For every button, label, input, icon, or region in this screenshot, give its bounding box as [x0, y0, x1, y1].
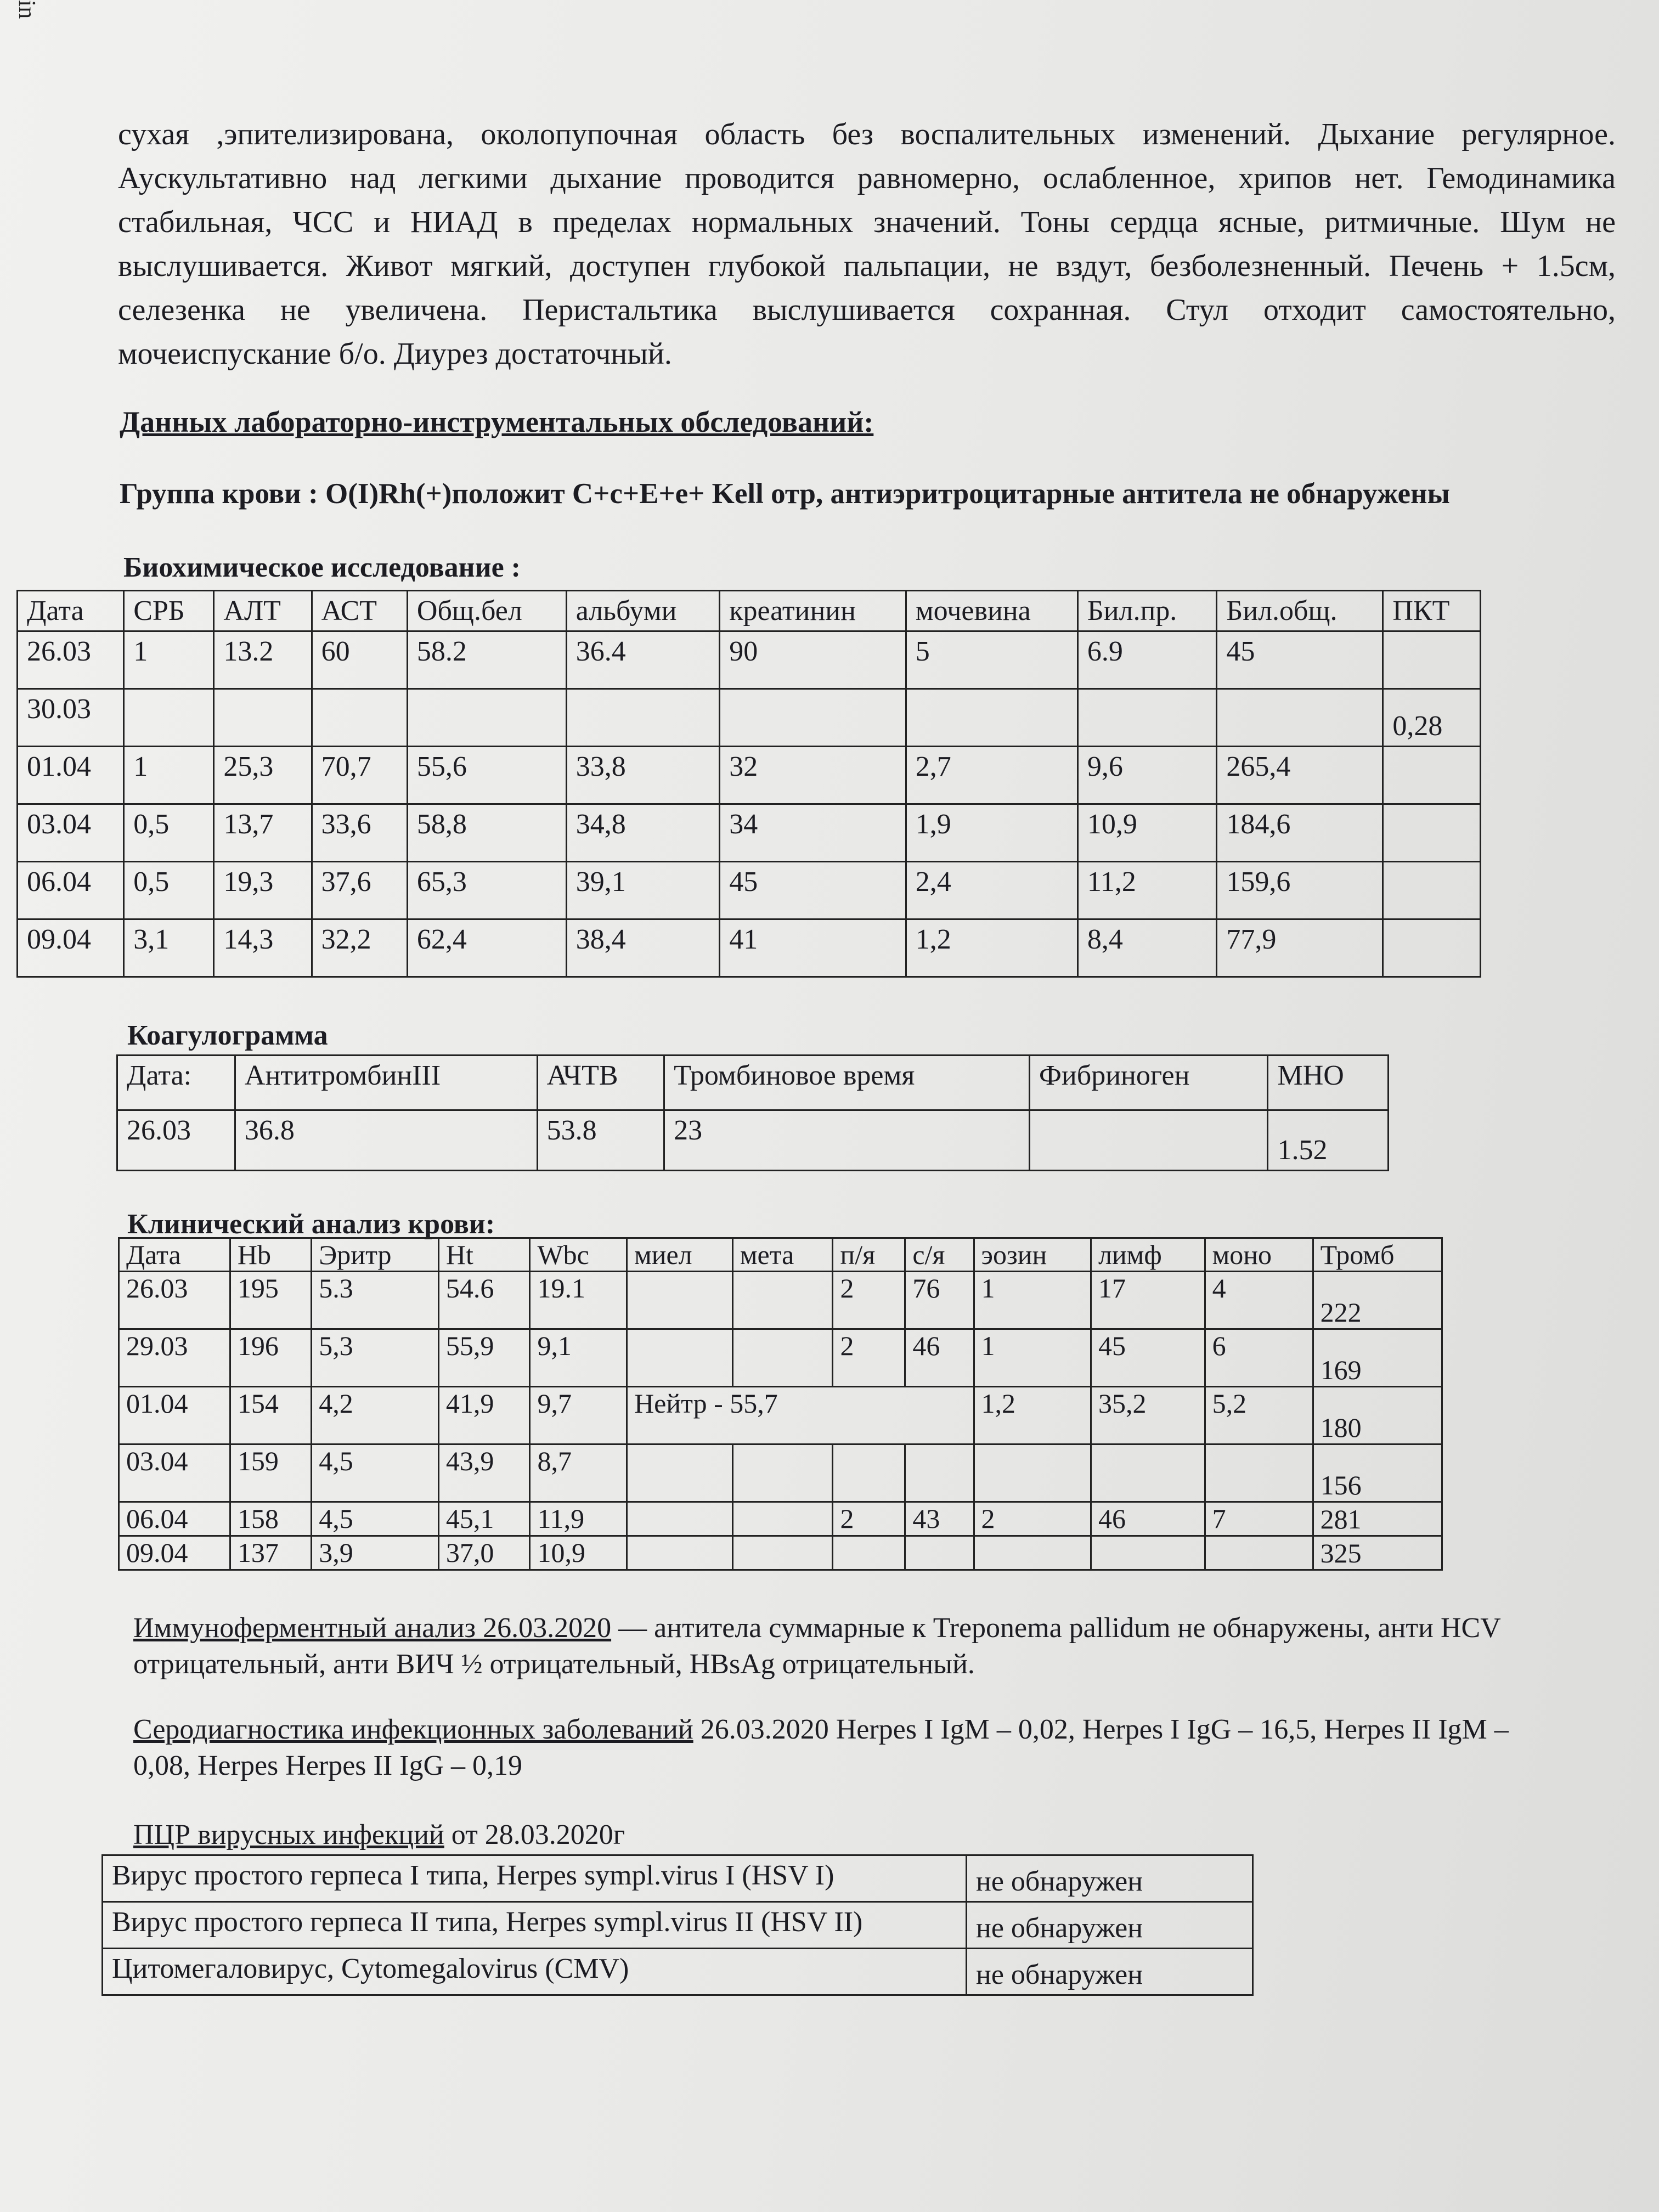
cbc-cell [1205, 1444, 1313, 1502]
biochem-cell: 159,6 [1217, 862, 1383, 919]
biochem-cell: 34 [720, 804, 906, 862]
biochem-cell: 36.4 [566, 631, 719, 689]
cbc-cell: 137 [230, 1536, 311, 1570]
cbc-cell: 54.6 [438, 1272, 530, 1329]
biochem-cell [1383, 747, 1481, 804]
cbc-cell: 06.04 [119, 1502, 230, 1536]
biochem-cell: 65,3 [407, 862, 566, 919]
biochem-cell [407, 689, 566, 747]
biochem-cell: 184,6 [1217, 804, 1383, 862]
cbc-cell: 9,7 [530, 1387, 627, 1444]
biochem-cell: 37,6 [312, 862, 407, 919]
pcr-result-cell: не обнаружен [967, 1949, 1253, 1995]
cbc-cell: 11,9 [530, 1502, 627, 1536]
biochem-header-cell: Дата [18, 591, 124, 631]
biochem-cell: 9,6 [1077, 747, 1217, 804]
cbc-row [119, 1272, 1442, 1329]
cbc-header-cell: Hb [230, 1238, 311, 1272]
coag-cell: 1.52 [1268, 1110, 1389, 1171]
biochem-cell: 1,2 [906, 919, 1077, 977]
biochem-cell: 2,4 [906, 862, 1077, 919]
cbc-header-cell: Wbc [530, 1238, 627, 1272]
pcr-result-cell: не обнаружен [967, 1855, 1253, 1902]
pcr-virus-cell: Вирус простого герпеса II типа, Herpes sympl.virus II (HSV II) [103, 1902, 967, 1949]
biochem-header-cell: АЛТ [214, 591, 312, 631]
cbc-cell: 1 [974, 1329, 1091, 1387]
cbc-cell: 6 [1205, 1329, 1313, 1387]
coag-header-row [117, 1056, 1389, 1110]
biochem-cell: 45 [720, 862, 906, 919]
cbc-cell [905, 1444, 974, 1502]
cbc-cell: 55,9 [438, 1329, 530, 1387]
coag-header-cell: АЧТВ [537, 1056, 664, 1110]
biochem-cell: 0,5 [124, 804, 214, 862]
cbc-cell: 76 [905, 1272, 974, 1329]
biochem-header-cell: Общ.бел [407, 591, 566, 631]
cbc-cell: 35,2 [1091, 1387, 1205, 1444]
biochem-cell: 0,28 [1383, 689, 1481, 747]
cbc-cell: 1 [974, 1272, 1091, 1329]
cbc-cell: 3,9 [312, 1536, 439, 1570]
biochem-cell: 32 [720, 747, 906, 804]
cbc-cell: 196 [230, 1329, 311, 1387]
biochem-header-cell: креатинин [720, 591, 906, 631]
cbc-cell: 4 [1205, 1272, 1313, 1329]
pcr-heading [133, 1817, 901, 1853]
cbc-title: Клинический анализ крови: [127, 1209, 495, 1240]
pcr-row [103, 1902, 1253, 1949]
cbc-cell: 26.03 [119, 1272, 230, 1329]
sero-label: Серодиагностика инфекционных заболеваний [133, 1714, 693, 1745]
cbc-header-cell: эозин [974, 1238, 1091, 1272]
cbc-cell [627, 1444, 733, 1502]
cbc-cell: 4,5 [312, 1502, 439, 1536]
cbc-cell: 180 [1313, 1387, 1442, 1444]
coag-row [117, 1110, 1389, 1171]
biochem-cell [1383, 862, 1481, 919]
cbc-cell [833, 1536, 905, 1570]
biochem-cell: 41 [720, 919, 906, 977]
biochem-cell [1077, 689, 1217, 747]
cbc-cell: 43 [905, 1502, 974, 1536]
cbc-cell: 5.3 [312, 1272, 439, 1329]
edge-mark: in [14, 0, 41, 19]
biochem-cell [1383, 919, 1481, 977]
biochem-cell: 1 [124, 631, 214, 689]
biochem-header-cell: мочевина [906, 591, 1077, 631]
coag-cell: 26.03 [117, 1110, 235, 1171]
cbc-cell [732, 1444, 833, 1502]
ifa-text: — антитела суммарные к Treponema pallidum не обнаружены, анти HCV отрицательный, анти ВИЧ ½ отрицательный, HBsAg отрицательный. [133, 1612, 1500, 1680]
biochem-cell: 09.04 [18, 919, 124, 977]
coag-cell: 36.8 [235, 1110, 537, 1171]
coag-cell: 53.8 [537, 1110, 664, 1171]
cbc-row [119, 1502, 1442, 1536]
cbc-header-cell: лимф [1091, 1238, 1205, 1272]
biochem-cell: 3,1 [124, 919, 214, 977]
cbc-cell [1091, 1444, 1205, 1502]
biochem-cell: 30.03 [18, 689, 124, 747]
biochem-cell [566, 689, 719, 747]
biochem-cell: 70,7 [312, 747, 407, 804]
coag-header-cell: Дата: [117, 1056, 235, 1110]
biochem-cell: 55,6 [407, 747, 566, 804]
biochem-cell [124, 689, 214, 747]
biochem-cell [906, 689, 1077, 747]
pcr-virus-cell: Цитомегаловирус, Cytomegalovirus (CMV) [103, 1949, 967, 1995]
cbc-cell: 43,9 [438, 1444, 530, 1502]
biochem-cell: 1,9 [906, 804, 1077, 862]
coag-title: Коагулограмма [127, 1020, 328, 1051]
cbc-cell: 9,1 [530, 1329, 627, 1387]
biochem-cell: 5 [906, 631, 1077, 689]
biochem-row [18, 919, 1481, 977]
biochem-cell: 58.2 [407, 631, 566, 689]
cbc-cell: 17 [1091, 1272, 1205, 1329]
cbc-header-cell: п/я [833, 1238, 905, 1272]
cbc-cell [627, 1502, 733, 1536]
biochem-cell: 26.03 [18, 631, 124, 689]
cbc-cell: 4,2 [312, 1387, 439, 1444]
lab-heading: Данных лабораторно-инструментальных обследований: [120, 405, 874, 438]
biochem-cell [214, 689, 312, 747]
cbc-cell: 45,1 [438, 1502, 530, 1536]
biochem-cell: 45 [1217, 631, 1383, 689]
ifa-label: Иммуноферментный анализ 26.03.2020 [133, 1612, 612, 1644]
cbc-cell: 45 [1091, 1329, 1205, 1387]
biochem-header-row [18, 591, 1481, 631]
cbc-cell [833, 1444, 905, 1502]
coag-header-cell: Фибриноген [1029, 1056, 1268, 1110]
biochem-cell: 2,7 [906, 747, 1077, 804]
cbc-cell [627, 1329, 733, 1387]
biochem-cell: 13,7 [214, 804, 312, 862]
biochem-cell: 60 [312, 631, 407, 689]
pcr-row [103, 1855, 1253, 1902]
pcr-virus-cell: Вирус простого герпеса I типа, Herpes sympl.virus I (HSV I) [103, 1855, 967, 1902]
cbc-cell: 2 [833, 1329, 905, 1387]
biochem-cell: 58,8 [407, 804, 566, 862]
cbc-cell: 41,9 [438, 1387, 530, 1444]
cbc-row [119, 1444, 1442, 1502]
coag-cell: 23 [664, 1110, 1030, 1171]
biochem-cell: 0,5 [124, 862, 214, 919]
biochem-cell: 01.04 [18, 747, 124, 804]
biochem-title: Биохимическое исследование : [123, 552, 521, 583]
pcr-row [103, 1949, 1253, 1995]
biochem-cell: 33,8 [566, 747, 719, 804]
cbc-neutro-cell: Нейтр - 55,7 [627, 1387, 974, 1444]
cbc-cell [732, 1536, 833, 1570]
cbc-cell [732, 1329, 833, 1387]
biochem-cell: 13.2 [214, 631, 312, 689]
biochem-cell: 14,3 [214, 919, 312, 977]
biochem-cell [720, 689, 906, 747]
sero-block [133, 1712, 1538, 1784]
biochem-cell: 6.9 [1077, 631, 1217, 689]
biochem-cell [1383, 804, 1481, 862]
exam-paragraph: сухая ,эпителизирована, околопупочная область без воспалительных изменений. Дыхание регулярное. Аускультативно над легкими дыхание проводится равномерно, ослабленное, хрипов нет. Гемодинамика стабильная, ЧСС и НИАД в пределах нормальных значений. Тоны сердца ясные, ритмичные. Шум не выслушивается. Живот мягкий, доступен глубокой пальпации, не вздут, безболезненный. Печень + 1.5см, селезенка не увеличена. Перистальтика выслушивается сохранная. Стул отходит самостоятельно, мочеиспускание б/о. Диурез достаточный. [118, 117, 1616, 371]
biochem-header-cell: альбуми [566, 591, 719, 631]
cbc-header-cell: Тромб [1313, 1238, 1442, 1272]
coag-header-cell: АнтитромбинIII [235, 1056, 537, 1110]
cbc-cell [974, 1536, 1091, 1570]
biochem-cell: 33,6 [312, 804, 407, 862]
cbc-table [118, 1237, 1443, 1571]
biochem-cell: 38,4 [566, 919, 719, 977]
cbc-cell: 2 [833, 1272, 905, 1329]
cbc-cell [905, 1536, 974, 1570]
cbc-cell: 46 [905, 1329, 974, 1387]
cbc-cell [732, 1502, 833, 1536]
cbc-cell: 281 [1313, 1502, 1442, 1536]
biochem-cell: 11,2 [1077, 862, 1217, 919]
cbc-cell: 46 [1091, 1502, 1205, 1536]
cbc-cell: 03.04 [119, 1444, 230, 1502]
cbc-row [119, 1536, 1442, 1570]
cbc-cell: 5,3 [312, 1329, 439, 1387]
biochem-cell: 06.04 [18, 862, 124, 919]
cbc-cell: 1,2 [974, 1387, 1091, 1444]
cbc-row [119, 1329, 1442, 1387]
cbc-cell: 7 [1205, 1502, 1313, 1536]
cbc-header-cell: миел [627, 1238, 733, 1272]
biochem-cell: 1 [124, 747, 214, 804]
cbc-cell: 37,0 [438, 1536, 530, 1570]
cbc-row [119, 1387, 1442, 1444]
pcr-label: ПЦР вирусных инфекций [133, 1819, 444, 1850]
biochem-header-cell: АСТ [312, 591, 407, 631]
cbc-cell [974, 1444, 1091, 1502]
cbc-cell: 19.1 [530, 1272, 627, 1329]
cbc-cell: 2 [974, 1502, 1091, 1536]
biochem-cell: 62,4 [407, 919, 566, 977]
cbc-cell: 4,5 [312, 1444, 439, 1502]
cbc-cell [627, 1272, 733, 1329]
cbc-cell [1091, 1536, 1205, 1570]
biochem-cell: 03.04 [18, 804, 124, 862]
cbc-header-cell: Эритр [312, 1238, 439, 1272]
cbc-cell: 5,2 [1205, 1387, 1313, 1444]
cbc-cell: 01.04 [119, 1387, 230, 1444]
biochem-row [18, 862, 1481, 919]
cbc-header-row [119, 1238, 1442, 1272]
cbc-header-cell: Дата [119, 1238, 230, 1272]
cbc-header-cell: мета [732, 1238, 833, 1272]
biochem-row [18, 747, 1481, 804]
coag-table [116, 1054, 1389, 1171]
biochem-cell: 265,4 [1217, 747, 1383, 804]
cbc-cell: 325 [1313, 1536, 1442, 1570]
biochem-cell [1217, 689, 1383, 747]
cbc-cell [732, 1272, 833, 1329]
biochem-table [16, 590, 1481, 978]
biochem-cell [312, 689, 407, 747]
cbc-cell: 158 [230, 1502, 311, 1536]
biochem-cell: 39,1 [566, 862, 719, 919]
cbc-cell [627, 1536, 733, 1570]
cbc-cell: 2 [833, 1502, 905, 1536]
sero-text: 26.03.2020 Herpes I IgM – 0,02, Herpes I IgG – 16,5, Herpes II IgM – 0,08, Herpes Herpes II IgG – 0,19 [133, 1714, 1509, 1781]
cbc-header-cell: Ht [438, 1238, 530, 1272]
biochem-row [18, 689, 1481, 747]
cbc-cell: 29.03 [119, 1329, 230, 1387]
cbc-header-cell: моно [1205, 1238, 1313, 1272]
cbc-cell: 09.04 [119, 1536, 230, 1570]
biochem-header-cell: Бил.пр. [1077, 591, 1217, 631]
biochem-cell: 8,4 [1077, 919, 1217, 977]
biochem-cell: 34,8 [566, 804, 719, 862]
biochem-header-cell: Бил.общ. [1217, 591, 1383, 631]
biochem-cell [1383, 631, 1481, 689]
coag-cell [1029, 1110, 1268, 1171]
ifa-block [133, 1610, 1516, 1683]
cbc-cell [1205, 1536, 1313, 1570]
biochem-row [18, 804, 1481, 862]
biochem-cell: 32,2 [312, 919, 407, 977]
coag-header-cell: Тромбиновое время [664, 1056, 1030, 1110]
cbc-cell: 195 [230, 1272, 311, 1329]
biochem-header-cell: ПКТ [1383, 591, 1481, 631]
cbc-header-cell: с/я [905, 1238, 974, 1272]
cbc-cell: 154 [230, 1387, 311, 1444]
cbc-cell: 159 [230, 1444, 311, 1502]
biochem-cell: 25,3 [214, 747, 312, 804]
pcr-date: от 28.03.2020г [444, 1819, 625, 1850]
blood-group-line: Группа крови : O(I)Rh(+)положит C+c+E+e+ Kell отр, антиэритроцитарные антитела не обнаружены [120, 478, 1450, 510]
coag-header-cell: МНО [1268, 1056, 1389, 1110]
biochem-cell: 77,9 [1217, 919, 1383, 977]
cbc-cell: 10,9 [530, 1536, 627, 1570]
cbc-cell: 156 [1313, 1444, 1442, 1502]
pcr-result-cell: не обнаружен [967, 1902, 1253, 1949]
cbc-cell: 169 [1313, 1329, 1442, 1387]
pcr-table [101, 1854, 1254, 1996]
biochem-row [18, 631, 1481, 689]
cbc-cell: 8,7 [530, 1444, 627, 1502]
biochem-cell: 90 [720, 631, 906, 689]
biochem-cell: 10,9 [1077, 804, 1217, 862]
biochem-header-cell: СРБ [124, 591, 214, 631]
biochem-cell: 19,3 [214, 862, 312, 919]
cbc-cell: 222 [1313, 1272, 1442, 1329]
